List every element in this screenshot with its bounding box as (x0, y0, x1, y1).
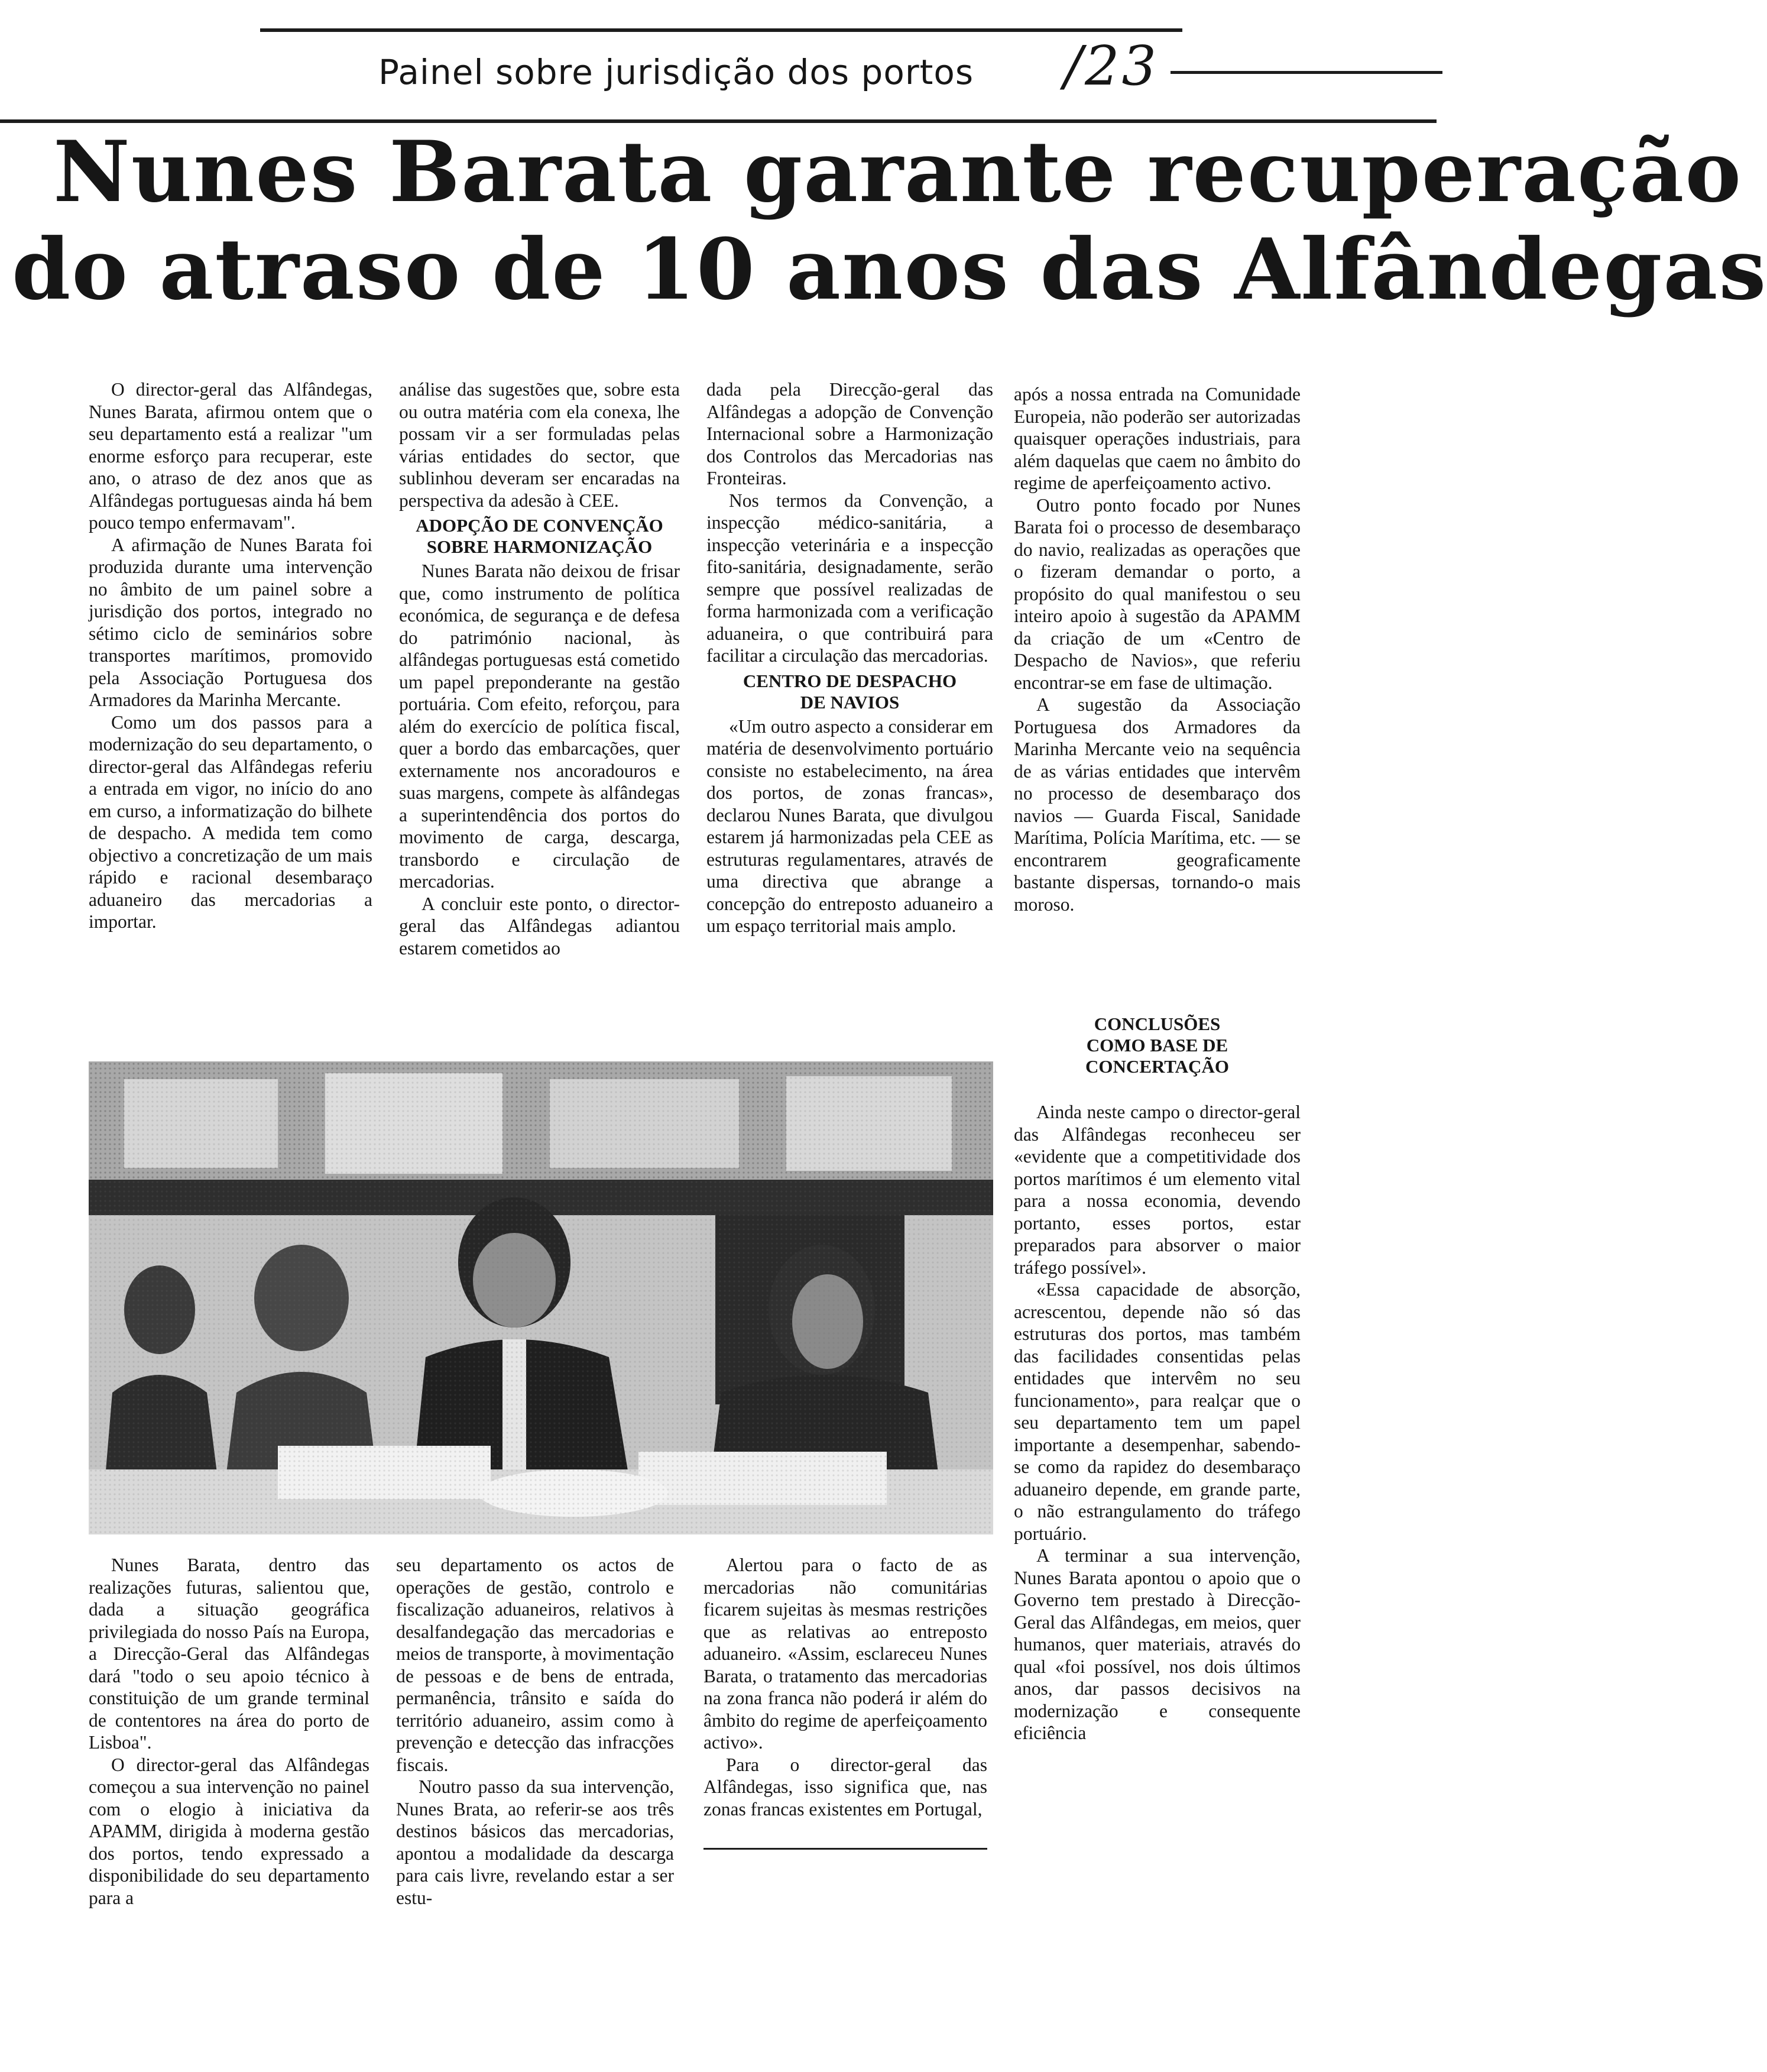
body-paragraph: Noutro passo da sua intervenção, Nunes Brata, ao referir-se aos três destinos básicos das mercadorias, apontou a modalidade da descarga para cais livre, revelando estar a ser estu- (396, 1776, 674, 1908)
lower-column-1 (89, 1554, 369, 1909)
body-paragraph: Alertou para o facto de as mercadorias não comunitárias ficarem sujeitas às mesmas restrições que as relativas ao entreposto aduaneiro. «Assim, esclareceu Nunes Barata, o tratamento das mercadorias na zona franca não poderá ir além do âmbito do regime de aperfeiçoamento activo». (703, 1555, 987, 1753)
body-paragraph: análise das sugestões que, sobre esta ou outra matéria com ela conexa, lhe possam vir a ser formuladas pelas várias entidades do sector, que sublinhou deveram ser encaradas na perspectiva da adesão à CEE. (399, 379, 680, 511)
body-paragraph: A sugestão da Associação Portuguesa dos Armadores da Marinha Mercante veio na sequência de as várias entidades que intervêm no processo de desembaraço dos navios — Guarda Fiscal, Sanidade Marítima, Polícia Marítima, etc. — se encontrarem geograficamente bastante dispersas, tornando-o mais moroso. (1014, 694, 1301, 915)
upper-column-2 (399, 378, 680, 959)
body-paragraph: «Essa capacidade de absorção, acrescentou, depende não só das estruturas dos portos, mas também das facilidades consentidas pelas entidades que intervêm no seu funcionamento», para realçar que o seu departamento tem um papel importante a desempenhar, sabendo-se como da rapidez do desembaraço aduaneiro depende, em grande parte, o não estrangulamento do tráfego portuário. (1014, 1279, 1301, 1544)
body-paragraph: Nunes Barata, dentro das realizações futuras, salientou que, dada a situação geográfica privilegiada do nosso País na Europa, a Direcção-Geral das Alfândegas dará "todo o seu apoio técnico à constituição de um grande terminal de contentores na área do porto de Lisboa". (89, 1555, 369, 1753)
upper-column-1 (89, 378, 372, 933)
body-paragraph: O director-geral das Alfândegas começou a sua intervenção no painel com o elogio à iniciativa da APAMM, dirigida à moderna gestão dos portos, tendo expressado a disponibilidade do seu departamento para a (89, 1754, 369, 1908)
body-paragraph: seu departamento os actos de operações de gestão, controlo e fiscalização aduaneiros, relativos à desalfandegação das mercadorias e meios de transporte, à movimentação de pessoas e de bens de entrada, permanência, trânsito e saída do território aduaneiro, assim como à prevenção e detecção das infracções fiscais. (396, 1555, 674, 1775)
body-paragraph: Para o director-geral das Alfândegas, isso significa que, nas zonas francas existentes em Portugal, (703, 1754, 987, 1820)
photo-drawing (89, 1061, 993, 1534)
top-rule (260, 28, 1182, 32)
handwritten-page-mark: /23 (1064, 34, 1159, 98)
headline-line-1: Nunes Barata garante recuperação (53, 123, 1743, 221)
section-subhead: CONCLUSÕES COMO BASE DE CONCERTAÇÃO (1085, 1014, 1229, 1077)
lower-column-3 (703, 1554, 987, 1820)
body-paragraph: Nunes Barata não deixou de frisar que, como instrumento de política económica, de segurança e de defesa do património nacional, às alfândegas portuguesas está cometido um papel preponderante na gestão portuária. Com efeito, reforçou, para além do exercício de política fiscal, quer a bordo das embarcações, quer externamente nos ancoradouros e suas margens, compete às alfândegas a superintendência dos portos do movimento de carga, descarga, transbordo e circulação de mercadorias. (399, 561, 680, 892)
body-paragraph: dada pela Direcção-geral das Alfândegas a adopção de Convenção Internacional sobre a Harmonização dos Controlos das Mercadorias nas Fronteiras. (706, 379, 993, 488)
upper-column-4 (1014, 383, 1301, 915)
kicker-underline-right (1171, 71, 1442, 74)
body-paragraph: «Um outro aspecto a considerar em matéria de desenvolvimento portuário consiste no estabelecimento, na área dos portos, de zonas francas», declarou Nunes Barata, que divulgou estarem já harmonizadas pela CEE as estruturas regulamentares, através de uma directiva que abrange a concepção do entreposto aduaneiro a um espaço territorial mais amplo. (706, 716, 993, 936)
bottom-column-rule (703, 1848, 987, 1850)
body-paragraph: A afirmação de Nunes Barata foi produzida durante uma intervenção no âmbito de um painel sobre a jurisdição dos portos, integrado no sétimo ciclo de seminários sobre transportes marítimos, promovido pela Associação Portuguesa dos Armadores da Marinha Mercante. (89, 534, 372, 710)
sidebar-column (1014, 1010, 1301, 1744)
body-paragraph: A concluir este ponto, o director-geral das Alfândegas adiantou estarem cometidos ao (399, 893, 680, 959)
press-conference-photo (89, 1061, 993, 1534)
body-paragraph: Como um dos passos para a modernização do seu departamento, o director-geral das Alfândegas referiu a entrada em vigor, no início do ano em curso, a informatização do bilhete de despacho. A medida tem como objectivo a concretização de um mais rápido e racional desembaraço aduaneiro das mercadorias a importar. (89, 711, 372, 932)
upper-column-3 (706, 378, 993, 937)
section-subhead: ADOPÇÃO DE CONVENÇÃO SOBRE HARMONIZAÇÃO (416, 515, 663, 557)
section-subhead: CENTRO DE DESPACHO DE NAVIOS (743, 670, 957, 713)
body-paragraph: após a nossa entrada na Comunidade Europeia, não poderão ser autorizadas quaisquer operações industriais, para além daquelas que caem no âmbito do regime de aperfeiçoamento activo. (1014, 384, 1301, 493)
body-paragraph: O director-geral das Alfândegas, Nunes Barata, afirmou ontem que o seu departamento está a realizar "um enorme esforço para recuperar, este ano, o atraso de dez anos que as Alfândegas portuguesas ainda há bem pouco tempo enfermavam". (89, 379, 372, 533)
body-paragraph: Ainda neste campo o director-geral das Alfândegas reconheceu ser «evidente que a competitividade dos portos marítimos é um elemento vital para a nossa economia, devendo portanto, esses portos, estar preparados para absorver o maior tráfego possível». (1014, 1102, 1301, 1278)
body-paragraph: A terminar a sua intervenção, Nunes Barata apontou o apoio que o Governo tem prestado à Direcção-Geral das Alfândegas, em meios, quer humanos, quer materiais, através do qual «foi possível, nos dois últimos anos, dar passos decisivos na modernização e consequente eficiência (1014, 1545, 1301, 1743)
lower-column-2 (396, 1554, 674, 1909)
body-paragraph: Nos termos da Convenção, a inspecção médico-sanitária, a inspecção veterinária e a inspecção fito-sanitária, designadamente, serão sempre que possível realizadas de forma harmonizada com a verificação aduaneira, o que contribuirá para facilitar a circulação das mercadorias. (706, 490, 993, 666)
body-paragraph: Outro ponto focado por Nunes Barata foi o processo de desembaraço do navio, realizadas as operações que o fizeram demandar o porto, a propósito do qual manifestou o seu inteiro apoio à sugestão da APAMM da criação de um «Centro de Despacho de Navios», que referiu encontrar-se em fase de ultimação. (1014, 494, 1301, 693)
headline-line-2: do atraso de 10 anos das Alfândegas (12, 221, 1767, 319)
kicker: Painel sobre jurisdição dos portos (378, 52, 974, 92)
